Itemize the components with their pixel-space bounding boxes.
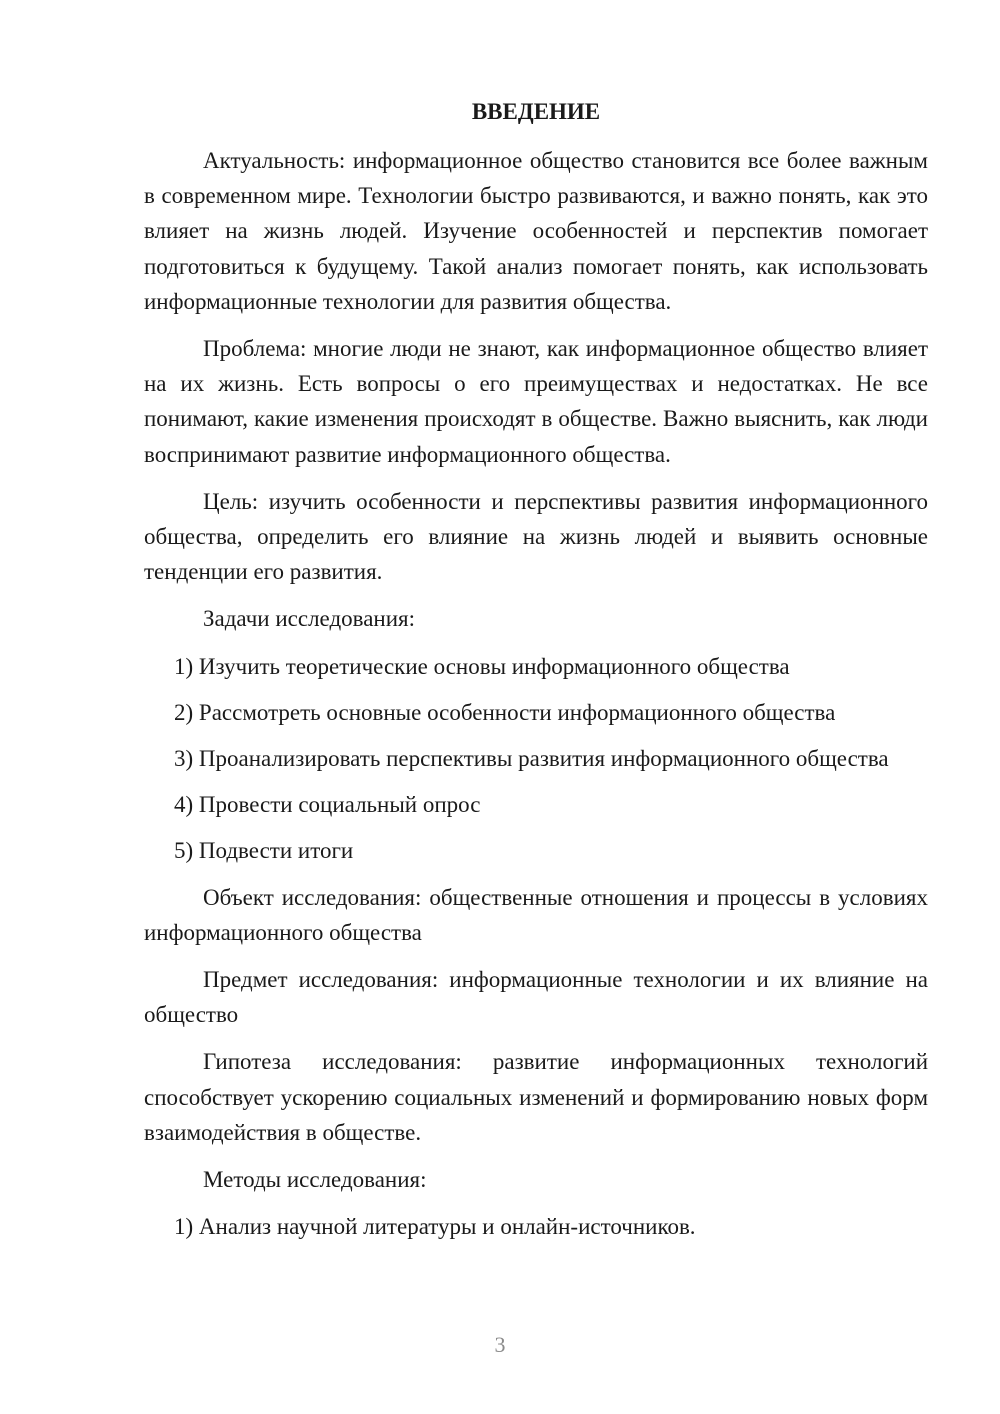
task-item-3: 3) Проанализировать перспективы развития информационного общества [174,746,889,772]
task-item-4: 4) Провести социальный опрос [174,792,481,818]
tasks-heading: Задачи исследования: [203,606,416,632]
page-title: ВВЕДЕНИЕ [471,99,601,124]
object-paragraph: Объект исследования: общественные отношения и процессы в условиях информационного общества [144,884,928,945]
page-content [144,94,928,1255]
problem-paragraph: Проблема: многие люди не знают, как информационное общество влияет на их жизнь. Есть вопросы о его преимуществах и недостатках. Не все понимают, какие изменения происходят в обществе. Важно выяснить, как люди воспринимают развитие информационного общества. [144,336,928,467]
subject-paragraph: Предмет исследования: информационные технологии и их влияние на общество [144,967,928,1028]
goal-paragraph: Цель: изучить особенности и перспективы развития информационного общества, определить его влияние на жизнь людей и выявить основные тенденции его развития. [144,488,928,585]
method-item-1: 1) Анализ научной литературы и онлайн-источников. [174,1214,696,1240]
relevance-paragraph: Актуальность: информационное общество становится все более важным в современном мире. Технологии быстро развиваются, и важно понять, как это влияет на жизнь людей. Изучение особенностей и перспектив помогает подготовиться к будущему. Такой анализ помогает понять, как использовать информационные технологии для развития общества. [144,148,928,314]
hypothesis-paragraph: Гипотеза исследования: развитие информационных технологий способствует ускорению социальных изменений и формированию новых форм взаимодействия в обществе. [144,1049,928,1145]
task-item-5: 5) Подвести итоги [174,838,354,864]
task-item-2: 2) Рассмотреть основные особенности информационного общества [174,699,836,725]
methods-heading: Методы исследования: [203,1167,427,1193]
page-number: 3 [494,1332,506,1357]
task-item-1: 1) Изучить теоретические основы информационного общества [174,653,790,679]
